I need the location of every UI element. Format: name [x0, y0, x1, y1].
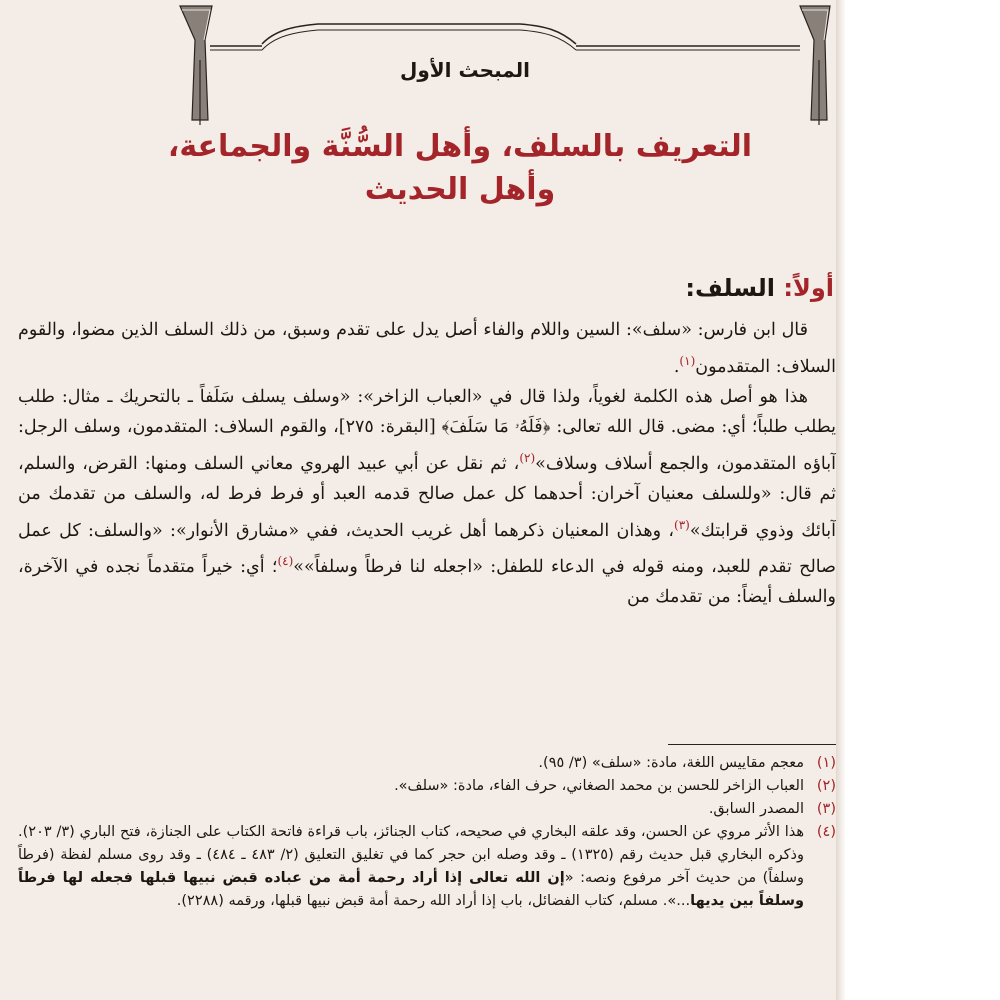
- footnote-number: (٤): [816, 824, 836, 840]
- subsection-heading: [685, 270, 834, 306]
- chapter-title-line-2: وأهل الحديث: [364, 172, 556, 207]
- footnote: [18, 798, 836, 821]
- subsection-title: السلف:: [685, 274, 776, 302]
- footnote: [18, 752, 836, 775]
- footnote-text: معجم مقاييس اللغة، مادة: «سلف» (٣/ ٩٥).: [538, 755, 804, 771]
- footnote-text: العباب الزاخر للحسن بن محمد الصغاني، حرف الفاء، مادة: «سلف».: [394, 778, 804, 794]
- section-label: المبحث الأول: [399, 58, 531, 82]
- footnote-number: (٣): [816, 801, 836, 817]
- hadith-quote: إن الله تعالى إذا أراد رحمة أمة من عباده قبض نبيها قبلها فجعله لها فرطاً وسلفاً بين يديها: [18, 870, 804, 909]
- footnote-ref: (٢): [519, 450, 536, 465]
- footnote-number: (٢): [816, 778, 836, 794]
- footnote-ref: (١): [679, 353, 696, 368]
- footnotes: [18, 752, 836, 913]
- paragraph: قال ابن فارس: «سلف»: السين واللام والفاء أصل يدل على تقدم وسبق، من ذلك السلف الذين مضوا، والقوم السلاف: المتقدمون$^{(١)}$.: [18, 320, 836, 377]
- footnote-text: هذا الأثر مروي عن الحسن، وقد علقه البخاري في صحيحه، كتاب الجنائز، باب قراءة فاتحة الكتاب على الجنازة، فتح الباري (٣/ ٢٠٣). وذكره البخاري قبل حديث رقم (١٣٢٥) ـ وقد وصله ابن حجر كما في تغليق التعليق (٢/ ٤٨٣ ـ ٤٨٤) ـ وقد روى مسلم لفظة (فرطاً وسلفاً) من حديث آخر مرفوع ونصه: «: [18, 824, 805, 886]
- chapter-title-line-1: التعريف بالسلف، وأهل السُّنَّة والجماعة،: [167, 129, 753, 164]
- footnote-ref: (٤): [277, 553, 294, 568]
- paragraph: هذا هو أصل هذه الكلمة لغوياً، ولذا قال في «العباب الزاخر»: «وسلف يسلف سَلَفاً ـ بالتحريك ـ مثال: طلب يطلب طلباً؛ أي: مضى. قال الله تعالى: ﴿فَلَهُۥ مَا سَلَفَ﴾ [البقرة: ٢٧٥]، والقوم السلاف: المتقدمون، وسلف الرجل: آباؤه المتقدمون، والجمع أسلاف وسلاف»$^{(٢)}$، ثم نقل عن أبي عبيد الهروي معاني السلف ومنها: القرض، والسلم، ثم قال: «وللسلف معنيان آخران: أحدهما كل عمل صالح قدمه العبد أو فرط فرط له، والسلف من تقدمك من آبائك وذوي قرابتك»$^{(٣)}$، وهذان المعنيان ذكرهما أهل غريب الحديث، ففي «مشارق الأنوار»: «والسلف: كل عمل صالح تقدم للعبد، ومنه قوله في الدعاء للطفل: «اجعله لنا فرطاً وسلفاً»»$^{(٤)}$؛ أي: خيراً متقدماً نجده في الآخرة، والسلف أيضاً: من تقدمك من: [18, 386, 836, 608]
- footnote-number: (١): [816, 755, 836, 771]
- page-edge: [836, 0, 846, 1000]
- footnote-ref: (٣): [674, 517, 690, 532]
- main-text: [18, 315, 836, 613]
- footnote: [18, 775, 836, 798]
- footnote: (٤) هذا الأثر مروي عن الحسن، وقد علقه البخاري في صحيحه، كتاب الجنائز، باب قراءة فاتحة الكتاب على الجنازة، فتح الباري (٣/ ٢٠٣). وذكره البخاري قبل حديث رقم (١٣٢٥) ـ وقد وصله ابن حجر كما في تغليق التعليق (٢/ ٤٨٣ ـ ٤٨٤) ـ وقد روى مسلم لفظة (فرطاً وسلفاً) من حديث آخر مرفوع ونصه: «إن الله تعالى إذا أراد رحمة أمة من عباده قبض نبيها قبلها فجعله لها فرطاً وسلفاً بين يديها...». مسلم، كتاب الفضائل، باب إذا أراد الله رحمة أمة قبض نبيها قبلها، ورقمه (٢٢٨٨).: [18, 821, 836, 913]
- footnote-text: المصدر السابق.: [708, 801, 804, 817]
- footnote-divider: [668, 744, 836, 745]
- subsection-number: أولاً:: [783, 274, 834, 302]
